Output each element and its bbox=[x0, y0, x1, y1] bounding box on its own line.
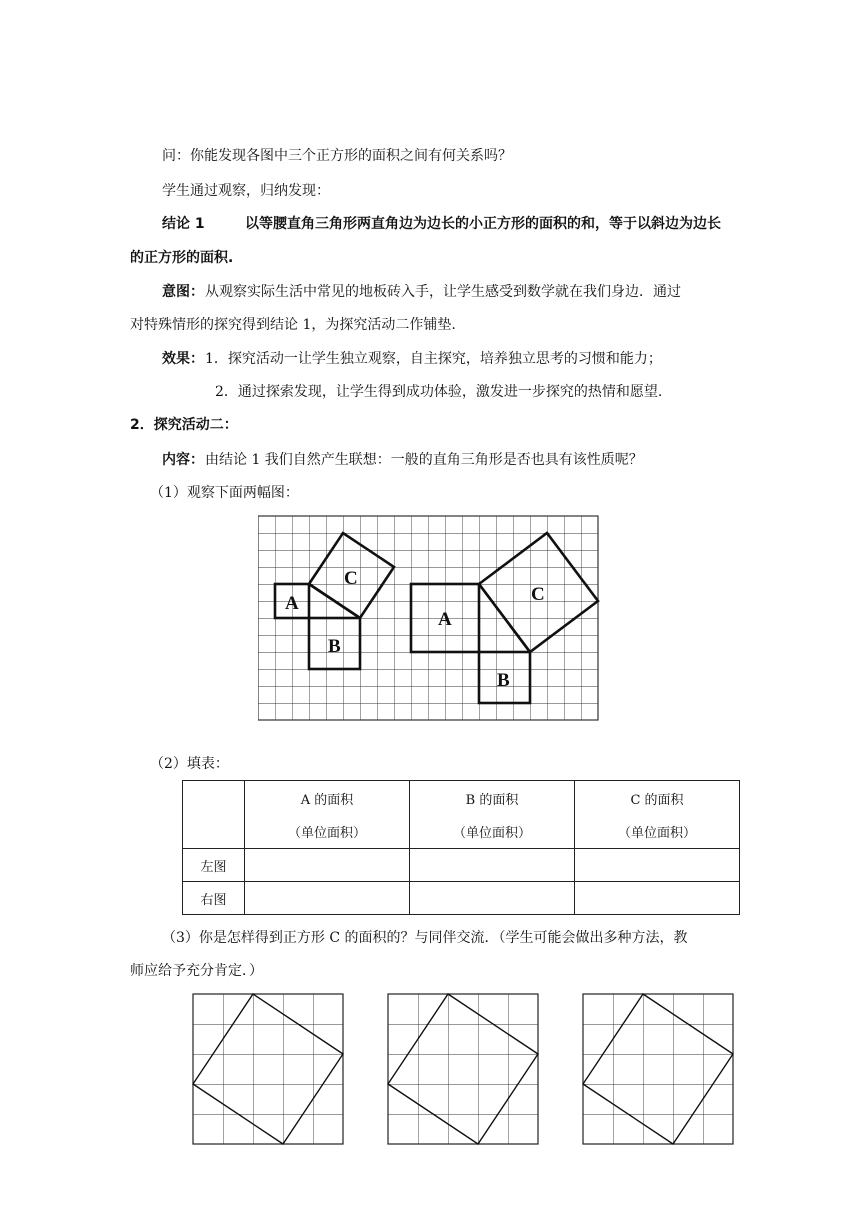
content-text: 由结论 1 我们自然产生联想：一般的直角三角形是否也具有该性质呢？ bbox=[205, 452, 643, 468]
intent-label: 意图： bbox=[162, 284, 204, 300]
header-a bbox=[245, 781, 410, 849]
header-b-name: B 的面积 bbox=[465, 792, 519, 808]
cell-left-b bbox=[410, 849, 575, 882]
table-row bbox=[183, 882, 740, 915]
row-label-right: 右图 bbox=[183, 882, 245, 915]
header-b bbox=[410, 781, 575, 849]
observe-text: 学生通过观察，归纳发现： bbox=[162, 183, 330, 199]
question-text: 问：你能发现各图中三个正方形的面积之间有何关系吗？ bbox=[162, 148, 512, 164]
area-table bbox=[182, 780, 740, 915]
conclusion-label: 结论 1 bbox=[162, 216, 205, 232]
header-b-unit: （单位面积） bbox=[452, 825, 531, 841]
effect-line-2: 2．通过探索发现，让学生得到成功体验，激发进一步探究的热情和愿望. bbox=[215, 384, 663, 400]
table-corner-cell bbox=[183, 781, 245, 849]
row-label-left: 左图 bbox=[183, 849, 245, 882]
label-c-left: C bbox=[344, 568, 358, 589]
cell-left-c bbox=[575, 849, 740, 882]
cell-right-c bbox=[575, 882, 740, 915]
effect-label: 效果： bbox=[162, 351, 204, 367]
step-1-text: （1）观察下面两幅图： bbox=[150, 485, 299, 501]
cell-right-b bbox=[410, 882, 575, 915]
effect-line-1: 1．探究活动一让学生独立观察，自主探究，培养独立思考的习惯和能力； bbox=[205, 351, 662, 367]
header-c-name: C 的面积 bbox=[630, 792, 684, 808]
label-a-right: A bbox=[438, 609, 452, 630]
step-3-line-2: 师应给予充分肯定．） bbox=[130, 963, 263, 979]
method-grid-3 bbox=[582, 993, 737, 1145]
pythagoras-grid-figure bbox=[258, 515, 603, 725]
method-grid-2 bbox=[387, 993, 542, 1145]
section-2-heading: 2．探究活动二： bbox=[130, 417, 238, 433]
cell-right-a bbox=[245, 882, 410, 915]
content-label: 内容： bbox=[162, 452, 204, 468]
method-grid-1 bbox=[192, 993, 347, 1145]
conclusion-line-1: 以等腰直角三角形两直角边为边长的小正方形的面积的和，等于以斜边为边长 bbox=[245, 216, 721, 232]
label-b-left: B bbox=[328, 636, 341, 657]
header-a-name: A 的面积 bbox=[300, 792, 354, 808]
step-2-text: （2）填表： bbox=[150, 756, 229, 772]
label-b-right: B bbox=[497, 670, 510, 691]
intent-line-1: 从观察实际生活中常见的地板砖入手，让学生感受到数学就在我们身边．通过 bbox=[205, 284, 681, 300]
label-c-right: C bbox=[531, 584, 545, 605]
label-a-left: A bbox=[285, 593, 299, 614]
header-c-unit: （单位面积） bbox=[617, 825, 696, 841]
intent-line-2: 对特殊情形的探究得到结论 1，为探究活动二作铺垫. bbox=[130, 317, 456, 333]
header-a-unit: （单位面积） bbox=[287, 825, 366, 841]
table-row bbox=[183, 849, 740, 882]
step-3-line-1: （3）你是怎样得到正方形 C 的面积的？与同伴交流．（学生可能会做出多种方法，教 bbox=[162, 930, 688, 946]
header-c bbox=[575, 781, 740, 849]
conclusion-line-2: 的正方形的面积. bbox=[130, 250, 234, 266]
cell-left-a bbox=[245, 849, 410, 882]
